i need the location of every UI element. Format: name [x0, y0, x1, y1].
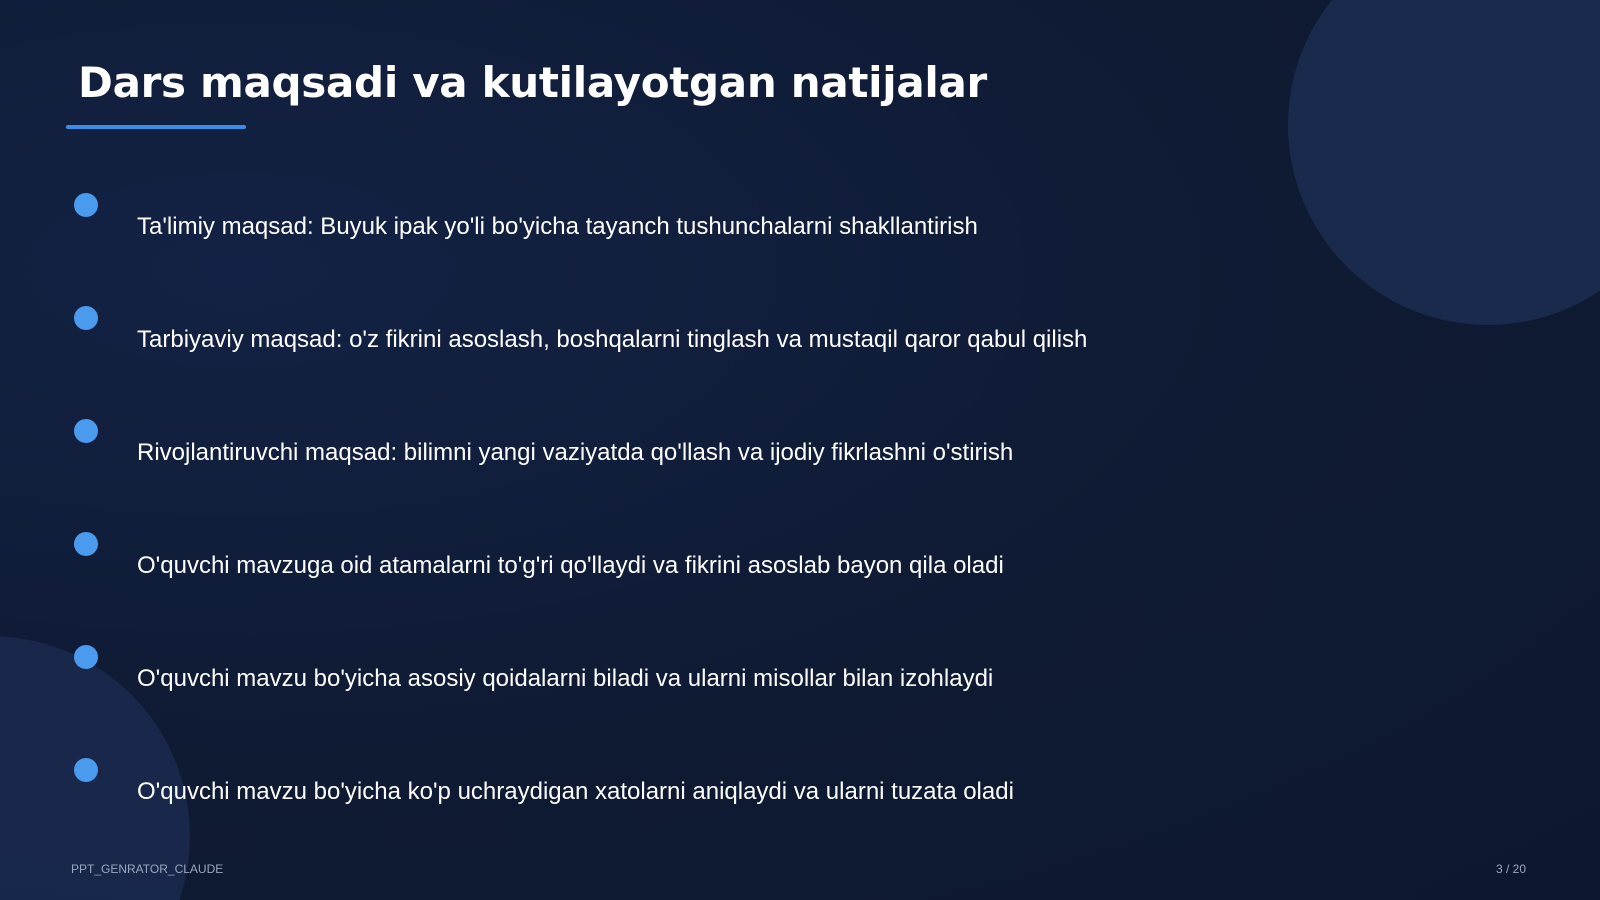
- page-indicator: 3 / 20: [1496, 862, 1527, 876]
- bullet-dot-icon: [74, 193, 98, 217]
- bullet-item: [0, 645, 1300, 725]
- bullet-dot-icon: [74, 532, 98, 556]
- bullet-item: [0, 306, 1300, 386]
- bullet-dot-icon: [74, 419, 98, 443]
- bullet-item: [0, 193, 1300, 273]
- bullet-item: [0, 532, 1300, 612]
- bullet-item: [0, 419, 1300, 499]
- bullet-dot-icon: [74, 645, 98, 669]
- bullet-text: Ta'limiy maqsad: Buyuk ipak yo'li bo'yicha tayanch tushunchalarni shakllantirish: [137, 213, 978, 240]
- bullet-dot-icon: [74, 306, 98, 330]
- slide-title: Dars maqsadi va kutilayotgan natijalar: [78, 58, 987, 107]
- bullet-text: O'quvchi mavzuga oid atamalarni to'g'ri qo'llaydi va fikrini asoslab bayon qila oladi: [137, 552, 1004, 579]
- footer-source-label: PPT_GENRATOR_CLAUDE: [71, 862, 224, 876]
- bullet-text: Tarbiyaviy maqsad: o'z fikrini asoslash, boshqalarni tinglash va mustaqil qaror qabul qilish: [137, 326, 1088, 353]
- bullet-item: [0, 758, 1300, 838]
- bullet-dot-icon: [74, 758, 98, 782]
- bullet-text: Rivojlantiruvchi maqsad: bilimni yangi vaziyatda qo'llash va ijodiy fikrlashni o'stirish: [137, 439, 1014, 466]
- bullet-text: O'quvchi mavzu bo'yicha asosiy qoidalarni biladi va ularni misollar bilan izohlaydi: [137, 665, 994, 692]
- bullet-text: O'quvchi mavzu bo'yicha ko'p uchraydigan xatolarni aniqlaydi va ularni tuzata oladi: [137, 778, 1014, 805]
